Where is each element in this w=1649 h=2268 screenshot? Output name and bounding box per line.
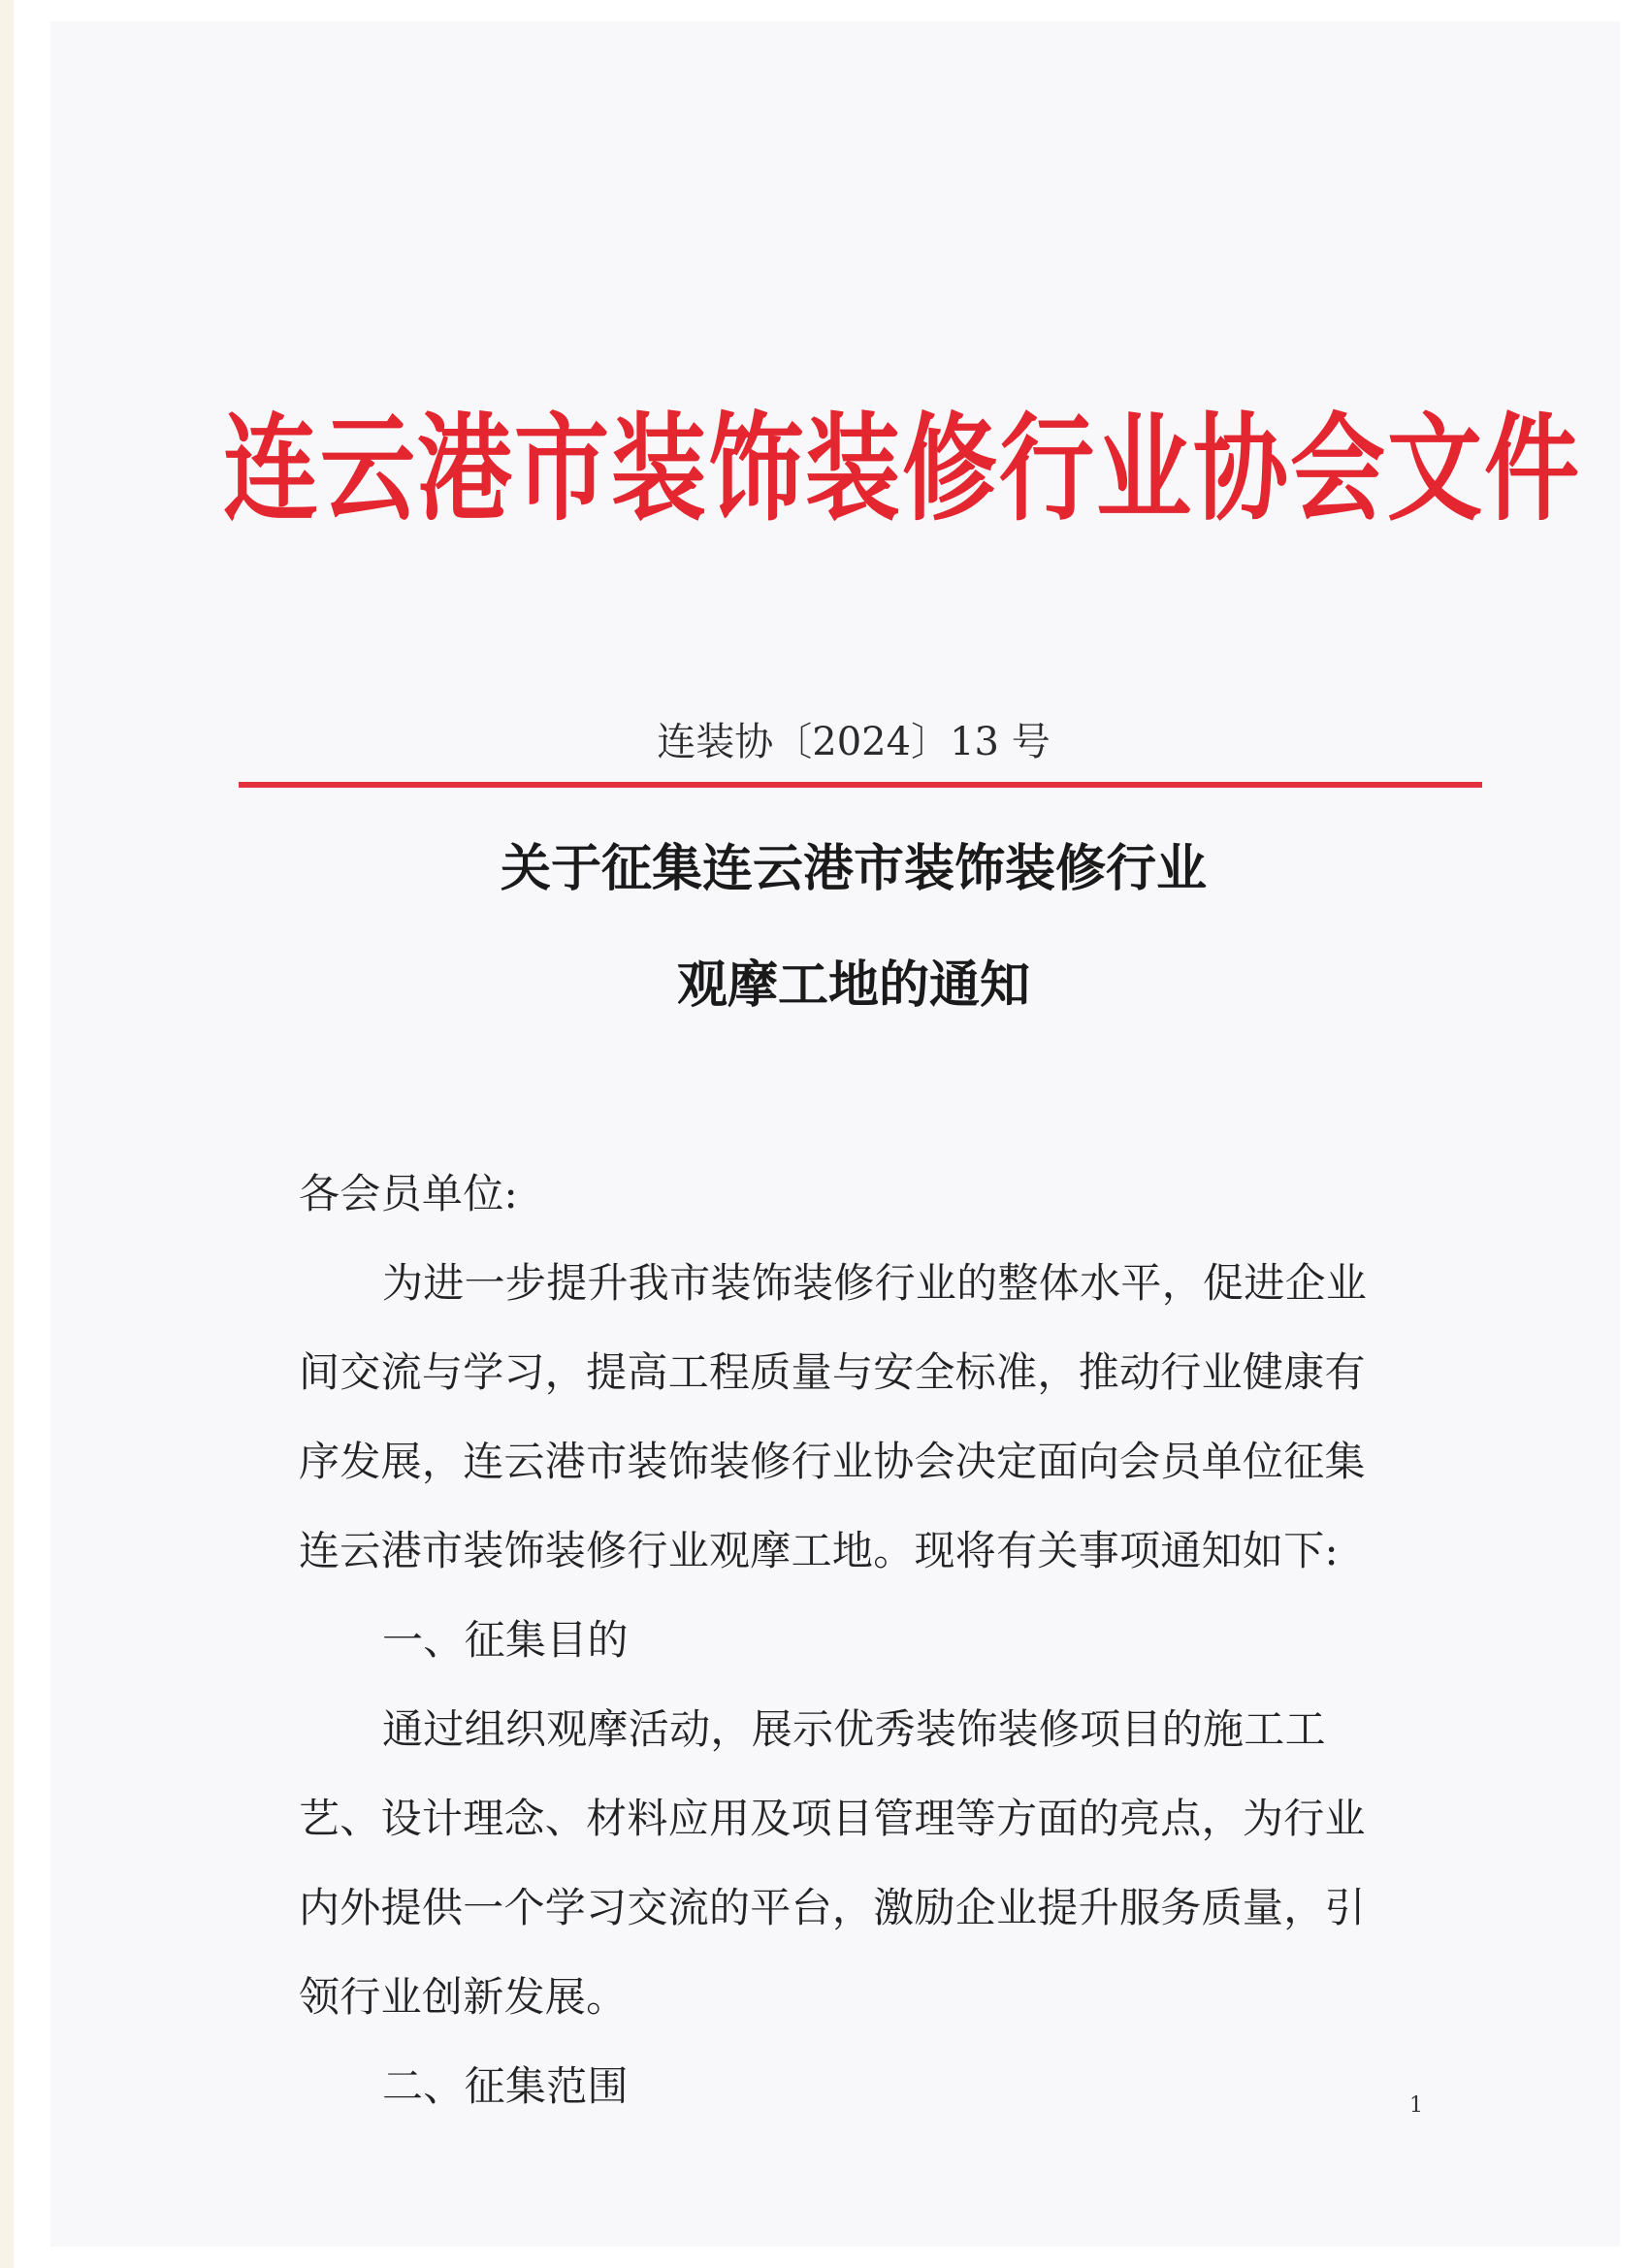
section-heading: 一、征集目的 xyxy=(382,1616,629,1664)
intro-line: 序发展，连云港市装饰装修行业协会决定面向会员单位征集 xyxy=(299,1438,1366,1485)
section1-line: 通过组织观摩活动，展示优秀装饰装修项目的施工工 xyxy=(382,1705,1326,1753)
section1-line: 艺、设计理念、材料应用及项目管理等方面的亮点，为行业 xyxy=(299,1795,1366,1842)
intro-line: 为进一步提升我市装饰装修行业的整体水平，促进企业 xyxy=(382,1259,1368,1307)
header-title: 连云港市装饰装修行业协会文件 xyxy=(223,401,1582,537)
page-number: 1 xyxy=(1409,2093,1423,2118)
notice-title-line1: 关于征集连云港市装饰装修行业 xyxy=(500,839,1207,898)
section1-line: 内外提供一个学习交流的平台，激励企业提升服务质量，引 xyxy=(299,1884,1366,1931)
document-number: 连装协〔2024〕13 号 xyxy=(657,720,1051,764)
salutation: 各会员单位: xyxy=(299,1170,518,1217)
intro-line: 间交流与学习，提高工程质量与安全标准，推动行业健康有 xyxy=(299,1348,1366,1396)
section-heading: 二、征集范围 xyxy=(382,2062,629,2110)
notice-title-line2: 观摩工地的通知 xyxy=(676,956,1030,1015)
red-divider xyxy=(239,782,1482,788)
scan-edge xyxy=(0,0,14,2268)
intro-line: 连云港市装饰装修行业观摩工地。现将有关事项通知如下: xyxy=(299,1527,1339,1574)
section1-line: 领行业创新发展。 xyxy=(299,1973,628,2021)
